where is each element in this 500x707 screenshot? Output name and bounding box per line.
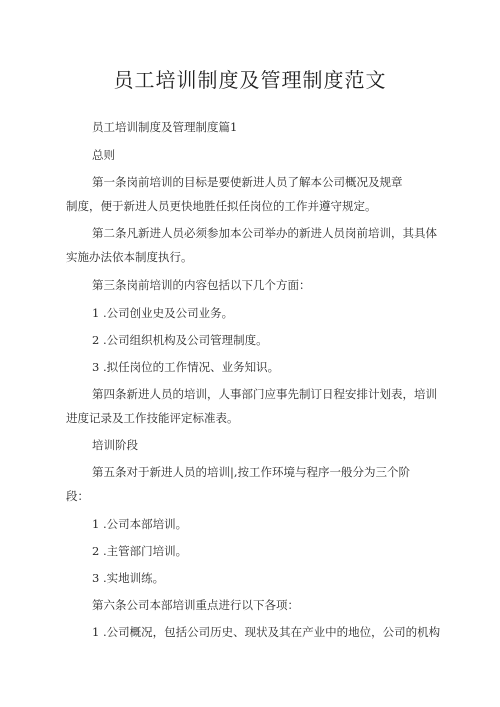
paragraph-line: 第一条岗前培训的目标是要使新进人员了解本公司概况及规章 bbox=[92, 175, 403, 189]
list-item: 1 .公司创业史及公司业务。 bbox=[92, 306, 234, 320]
paragraph-line: 第三条岗前培训的内容包括以下几个方面： bbox=[92, 278, 311, 292]
paragraph-line: 实施办法依本制度执行。 bbox=[66, 250, 193, 264]
paragraph-line: 制度，便于新进人员更快地胜任拟任岗位的工作并遵守规定。 bbox=[66, 199, 377, 213]
section-heading: 培训阶段 bbox=[92, 438, 138, 452]
paragraph-line: 第二条凡新进人员必须参加本公司举办的新进人员岗前培训，其具体 bbox=[92, 226, 437, 240]
list-item: 2 .主管部门培训。 bbox=[92, 544, 188, 558]
paragraph-line: 第四条新进人员的培训，人事部门应事先制订日程安排计划表，培训 bbox=[92, 387, 437, 401]
list-item: 1 .公司本部培训。 bbox=[92, 517, 188, 531]
paragraph-line: 第六条公司本部培训重点进行以下各项： bbox=[92, 598, 299, 612]
list-item: 1 .公司概况，包括公司历史、现状及其在产业中的地位，公司的机构 bbox=[92, 625, 441, 639]
subtitle-line: 员工培训制度及管理制度篇1 bbox=[92, 120, 238, 134]
document-title: 员工培训制度及管理制度范文 bbox=[113, 68, 387, 92]
paragraph-line: 段： bbox=[66, 489, 89, 503]
list-item: 2 .公司组织机构及公司管理制度。 bbox=[92, 333, 268, 347]
section-heading: 总则 bbox=[92, 148, 115, 162]
list-item: 3 .实地训练。 bbox=[92, 571, 165, 585]
paragraph-line: 进度记录及工作技能评定标准表。 bbox=[66, 411, 239, 425]
paragraph-line: 第五条对于新进人员的培训|,按工作环境与程序一般分为三个阶 bbox=[92, 465, 411, 479]
list-item: 3 .拟任岗位的工作情况、业务知识。 bbox=[92, 360, 280, 374]
